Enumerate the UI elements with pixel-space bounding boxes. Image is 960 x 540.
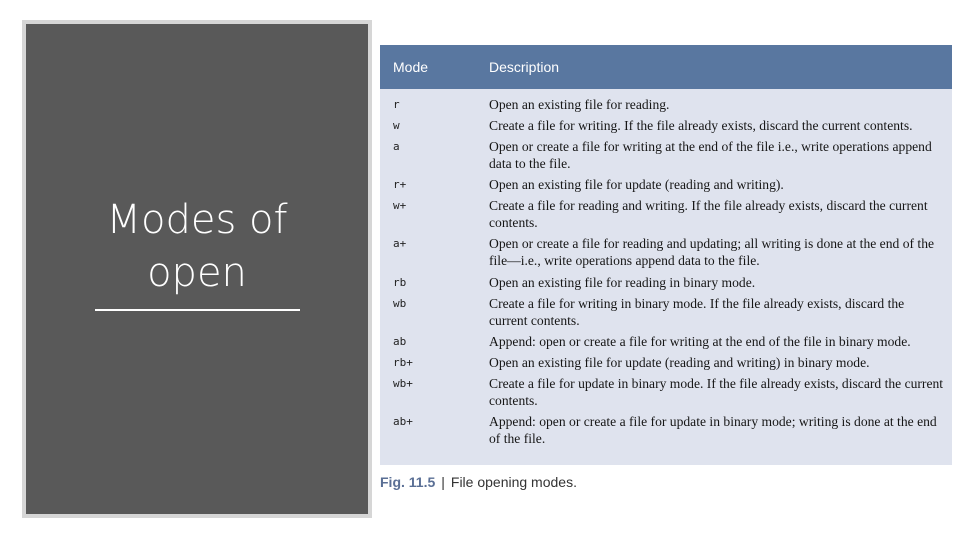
- mode-cell: ab: [393, 334, 407, 348]
- file-modes-table: [380, 45, 952, 465]
- table-row: [380, 353, 952, 374]
- description-cell: Create a file for update in binary mode. If the file already exists, discard the current contents.: [489, 375, 944, 408]
- slide-title-line-1: Modes of: [106, 197, 288, 243]
- table-row: [380, 95, 952, 116]
- title-underline: [95, 309, 300, 311]
- mode-cell: r+: [393, 178, 407, 192]
- figure-caption: [380, 474, 577, 490]
- mode-cell: wb+: [393, 376, 413, 390]
- table-row: [380, 273, 952, 294]
- description-cell: Open or create a file for writing at the end of the file i.e., write operations append data to the file.: [489, 139, 932, 172]
- slide-title-line-2: open: [147, 250, 247, 296]
- table-row: [380, 116, 952, 137]
- mode-cell: r: [393, 98, 400, 111]
- caption-label: Fig. 11.5: [380, 474, 436, 490]
- table-row: [380, 137, 952, 175]
- table-row: [380, 294, 952, 332]
- mode-cell: w: [393, 119, 400, 133]
- caption-text: File opening modes.: [450, 474, 577, 490]
- title-panel: [26, 24, 368, 514]
- table-row: [380, 234, 952, 272]
- header-description: Description: [489, 59, 560, 75]
- title-panel-frame: [22, 20, 372, 518]
- description-cell: Append: open or create a file for writing at the end of the file in binary mode.: [489, 333, 911, 349]
- table-header: [380, 45, 952, 89]
- table-row: [380, 175, 952, 196]
- table-row: [380, 374, 952, 412]
- mode-cell: rb+: [393, 355, 413, 369]
- mode-cell: a: [393, 140, 400, 154]
- slide-title: [26, 194, 368, 300]
- table-row: [380, 332, 952, 353]
- description-cell: Open or create a file for reading and updating; all writing is done at the end of the file—i.e., write operations append data to the file.: [489, 236, 935, 269]
- caption-separator: |: [441, 474, 445, 490]
- description-cell: Create a file for writing. If the file already exists, discard the current contents.: [489, 118, 913, 134]
- description-cell: Open an existing file for reading in binary mode.: [489, 274, 756, 290]
- table-row: [380, 196, 952, 234]
- description-cell: Open an existing file for update (reading and writing).: [489, 177, 784, 193]
- mode-cell: rb: [393, 275, 407, 289]
- table-body: [380, 95, 952, 450]
- mode-cell: a+: [393, 237, 407, 251]
- mode-cell: w+: [393, 199, 407, 213]
- description-cell: Open an existing file for reading.: [489, 97, 670, 112]
- description-cell: Create a file for reading and writing. If the file already exists, discard the current contents.: [489, 198, 928, 231]
- header-mode: Mode: [393, 59, 429, 75]
- mode-cell: ab+: [393, 415, 413, 429]
- description-cell: Open an existing file for update (reading and writing) in binary mode.: [489, 354, 870, 370]
- table-row: [380, 412, 952, 450]
- mode-cell: wb: [393, 296, 407, 310]
- description-cell: Append: open or create a file for update in binary mode; writing is done at the end of the file.: [489, 414, 937, 447]
- description-cell: Create a file for writing in binary mode. If the file already exists, discard the current contents.: [489, 295, 905, 328]
